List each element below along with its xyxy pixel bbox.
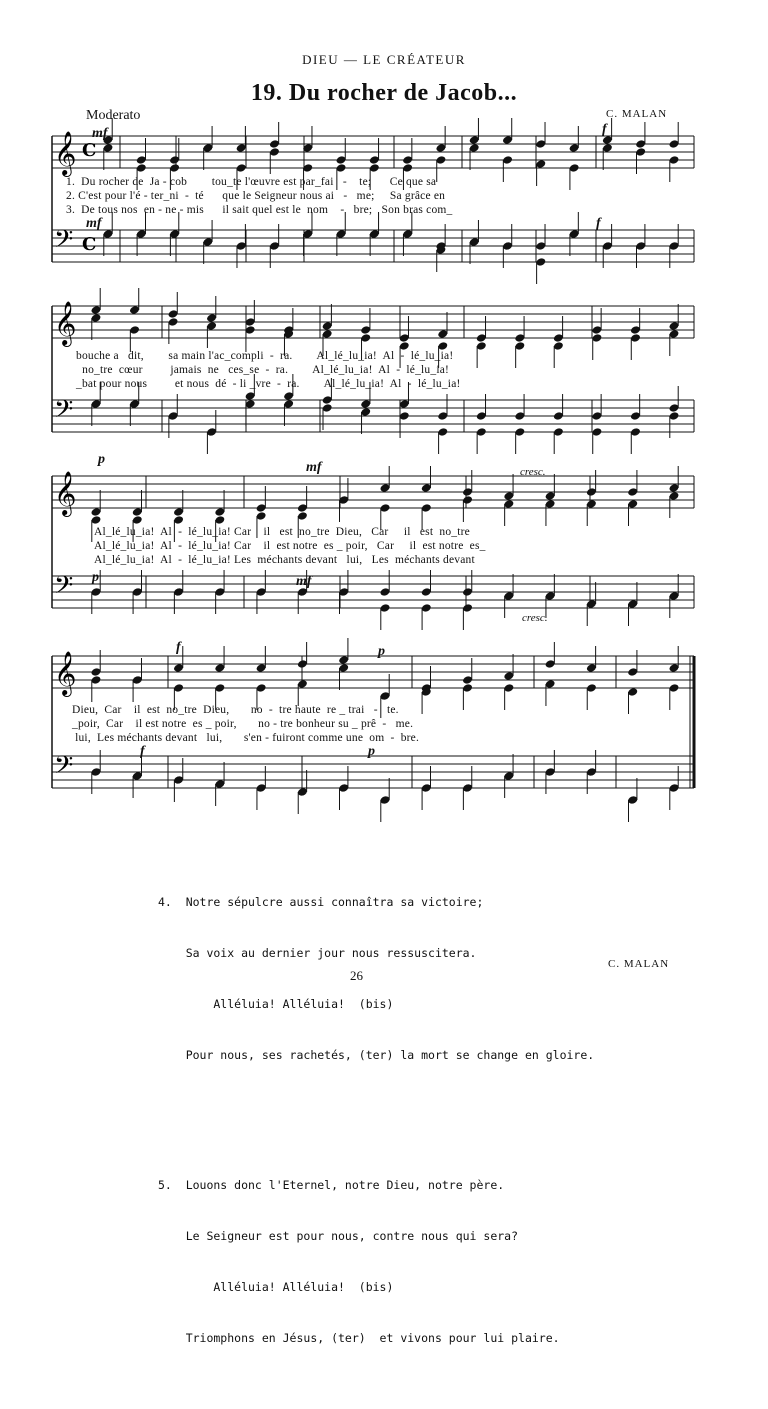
bass-clef-icon: 𝄢: [54, 395, 74, 430]
lyrics-system3-verse1: Al_lé_lu_ia! Al - lé_lu_ia! Car il est no_tre Dieu, Car il est no_tre: [94, 526, 470, 538]
dynamic-f-2: f: [176, 640, 181, 655]
bass-clef-icon: 𝄢: [54, 571, 74, 606]
dynamic-p-bass: p: [92, 570, 99, 585]
section-heading: DIEU — LE CRÉATEUR: [302, 52, 466, 67]
verse-line: Le Seigneur est pour nous, contre nous qui sera?: [158, 1229, 519, 1243]
lyrics-system1-verse3: 3. De tous nos en - ne - mis il sait quel est le nom - bre; Son bras com_: [66, 204, 453, 216]
verse-line: Triomphons en Jésus, (ter) et vivons pour lui plaire.: [158, 1331, 560, 1345]
verse-line: Alléluia! Alléluia! (bis): [158, 1280, 394, 1294]
lyrics-system1-verse2: 2. C'est pour l'é - ter_ni - té que le Seigneur nous ai - me; Sa grâce en: [66, 190, 446, 202]
verse-line: Sa voix au dernier jour nous ressuscitera.: [158, 946, 477, 960]
verse-line: 4. Notre sépulcre aussi connaîtra sa victoire;: [158, 895, 484, 909]
additional-verses: [158, 826, 594, 1409]
composer-credit-footer: C. MALAN: [608, 958, 670, 970]
lyrics-system1-verse1: 1. Du rocher de Ja - cob tou_te l'œuvre est par_fai - te; Ce que sa: [66, 176, 437, 188]
dynamic-p: p: [98, 452, 105, 467]
bass-clef-icon: 𝄢: [54, 751, 74, 786]
treble-clef-icon: 𝄞: [54, 131, 77, 175]
dynamic-mf-bass-2: mf: [296, 574, 312, 589]
page-number: 26: [350, 968, 363, 983]
dynamic-p-2: p: [378, 644, 385, 659]
verse-line: 5. Louons donc l'Eternel, notre Dieu, notre père.: [158, 1178, 505, 1192]
treble-clef-icon: 𝄞: [54, 471, 77, 515]
cresc-marking-bass: cresc.: [522, 612, 548, 624]
composer-credit: C. MALAN: [606, 108, 668, 120]
lyrics-system3-verse3: Al_lé_lu_ia! Al - lé_lu_ia! Les méchants devant lui, Les méchants devant: [94, 554, 475, 566]
dynamic-mf-2: mf: [306, 460, 322, 475]
dynamic-p-bass-2: p: [368, 744, 375, 759]
lyrics-system4-verse1: Dieu, Car il est no_tre Dieu, no - tre haute re _ trai - te.: [72, 704, 399, 716]
lyrics-system4-verse2: _poir, Car il est notre es _ poir, no - tre bonheur su _ prê - me.: [72, 718, 414, 730]
hymn-title: 19. Du rocher de Jacob...: [250, 80, 518, 106]
verse-line: Alléluia! Alléluia! (bis): [158, 997, 394, 1011]
verse-4: [158, 860, 594, 1098]
treble-clef-icon: 𝄞: [54, 651, 77, 695]
dynamic-mf: mf: [92, 126, 108, 141]
common-time-icon: C: [82, 234, 97, 255]
bass-clef-icon: 𝄢: [54, 225, 74, 260]
dynamic-mf-bass: mf: [86, 216, 102, 231]
common-time-icon: C: [82, 140, 97, 161]
dynamic-f: f: [602, 122, 607, 137]
lyrics-system4-verse3: lui, Les méchants devant lui, s'en - fuiront comme une om - bre.: [72, 732, 420, 744]
verse-5: [158, 1143, 594, 1381]
lyrics-system2-verse3: _bat pour nous et nous dé - li _vre - ra. Al_lé_lu_ia! Al - lé_lu_ia!: [76, 378, 461, 390]
verse-line: Pour nous, ses rachetés, (ter) la mort se change en gloire.: [158, 1048, 595, 1062]
cresc-marking: cresc.: [520, 466, 546, 478]
lyrics-system2-verse2: no_tre cœur jamais ne ces_se - ra. Al_lé_lu_ia! Al - lé_lu_ia!: [76, 364, 450, 376]
tempo-marking: Moderato: [86, 108, 141, 123]
dynamic-f-bass: f: [596, 216, 601, 231]
treble-clef-icon: 𝄞: [54, 301, 77, 345]
lyrics-system3-verse2: Al_lé_lu_ia! Al - lé_lu_ia! Car il est notre es _ poir, Car il est notre es_: [94, 540, 486, 552]
lyrics-system2-verse1: bouche a dit, sa main l'ac_compli - ra. Al_lé_lu_ia! Al - lé_lu_ia!: [76, 350, 454, 362]
dynamic-f-bass-2: f: [140, 744, 145, 759]
